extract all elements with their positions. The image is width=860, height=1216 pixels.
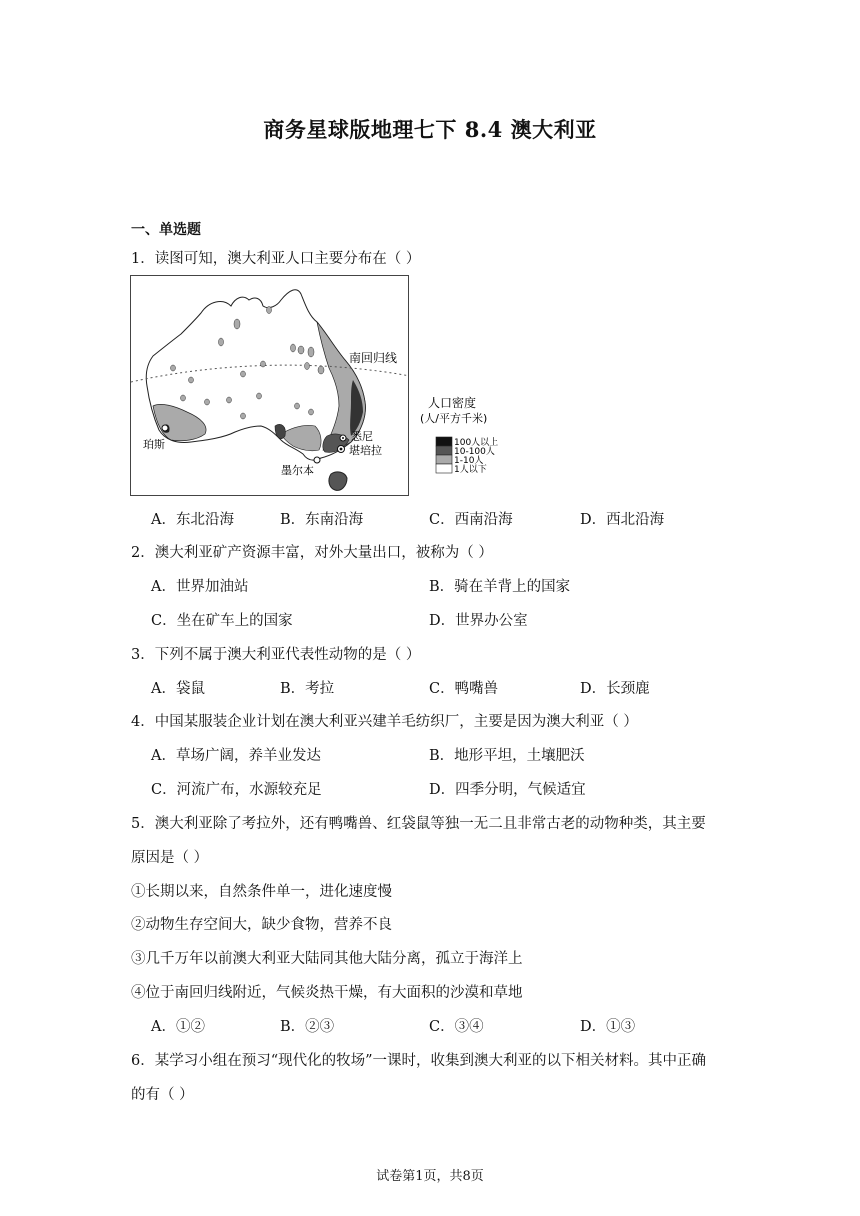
q3-option-b[interactable]: B．考拉 [280, 681, 335, 697]
tasmania [329, 472, 347, 490]
q1-option-b[interactable]: B．东南沿海 [280, 512, 364, 528]
q5-option-b[interactable]: B．②③ [280, 1019, 335, 1035]
q2-option-c[interactable]: C．坐在矿车上的国家 [151, 613, 293, 629]
q3-option-a[interactable]: A．袋鼠 [151, 681, 205, 697]
q2-option-a[interactable]: A．世界加油站 [151, 579, 249, 595]
q2-option-d[interactable]: D．世界办公室 [429, 613, 528, 629]
melbourne-marker [314, 457, 320, 463]
q5-option-a[interactable]: A．①② [151, 1019, 205, 1035]
q1-option-a[interactable]: A．东北沿海 [151, 512, 234, 528]
q4-option-a[interactable]: A．草场广阔，养羊业发达 [151, 748, 321, 764]
legend-label-3: 1-10人 [454, 456, 484, 466]
page-footer: 试卷第1页，共8页 [376, 1169, 484, 1184]
legend-swatch-4 [436, 464, 452, 473]
city-perth: 珀斯 [143, 438, 165, 451]
legend-swatch-1 [436, 437, 452, 446]
legend-swatch-2 [436, 446, 452, 455]
question-2-stem: 2．澳大利亚矿产资源丰富，对外大量出口，被称为（ ） [131, 545, 493, 561]
q3-option-d[interactable]: D．长颈鹿 [580, 681, 650, 697]
legend-label-2: 10-100人 [454, 447, 495, 457]
legend-label-1: 100人以上 [454, 438, 499, 448]
legend-title: 人口密度 [428, 396, 477, 410]
q5-option-d[interactable]: D．①③ [580, 1019, 636, 1035]
q1-option-d[interactable]: D．西北沿海 [580, 512, 665, 528]
tropic-label: 南回归线 [349, 351, 398, 365]
q3-option-c[interactable]: C．鸭嘴兽 [429, 681, 499, 697]
question-5-stem-cont: 原因是（ ） [131, 850, 209, 866]
q4-option-c[interactable]: C．河流广布，水源较充足 [151, 782, 322, 798]
legend-unit: (人/平方千米) [420, 412, 488, 425]
question-5-stem: 5．澳大利亚除了考拉外，还有鸭嘴兽、红袋鼠等独一无二且非常古老的动物种类，其主要 [131, 816, 706, 832]
city-sydney: 悉尼 [351, 430, 373, 443]
city-canberra: 堪培拉 [349, 444, 382, 457]
adelaide-area [275, 424, 285, 438]
q5-statement-4: ④位于南回归线附近，气候炎热干燥，有大面积的沙漠和草地 [131, 985, 523, 1001]
section-heading: 一、单选题 [131, 222, 201, 238]
page-title: 商务星球版地理七下 8.4 澳大利亚 [263, 117, 597, 142]
legend-label-4: 1人以下 [454, 465, 487, 475]
perth-marker [162, 425, 168, 431]
q1-option-c[interactable]: C．西南沿海 [429, 512, 513, 528]
city-melbourne: 墨尔本 [281, 464, 314, 477]
population-density-map [130, 275, 409, 496]
q4-option-b[interactable]: B．地形平坦，土壤肥沃 [429, 748, 585, 764]
australia-map-svg [131, 276, 409, 496]
q5-statement-1: ①长期以来，自然条件单一，进化速度慢 [131, 884, 392, 900]
question-6-stem-cont: 的有（ ） [131, 1087, 194, 1103]
q4-option-d[interactable]: D．四季分明，气候适宜 [429, 782, 586, 798]
map-legend [420, 395, 530, 490]
question-6-stem: 6．某学习小组在预习“现代化的牧场”一课时，收集到澳大利亚的以下相关材料。其中正确 [131, 1053, 707, 1069]
legend-swatch-3 [436, 455, 452, 464]
q5-statement-2: ②动物生存空间大，缺少食物，营养不良 [131, 917, 392, 933]
question-3-stem: 3．下列不属于澳大利亚代表性动物的是（ ） [131, 647, 421, 663]
q2-option-b[interactable]: B．骑在羊背上的国家 [429, 579, 571, 595]
q5-option-c[interactable]: C．③④ [429, 1019, 484, 1035]
question-1-stem: 1．读图可知，澳大利亚人口主要分布在（ ） [131, 251, 421, 267]
question-4-stem: 4．中国某服装企业计划在澳大利亚兴建羊毛纺织厂，主要是因为澳大利亚（ ） [131, 714, 638, 730]
q5-statement-3: ③几千万年以前澳大利亚大陆同其他大陆分离，孤立于海洋上 [131, 951, 523, 967]
